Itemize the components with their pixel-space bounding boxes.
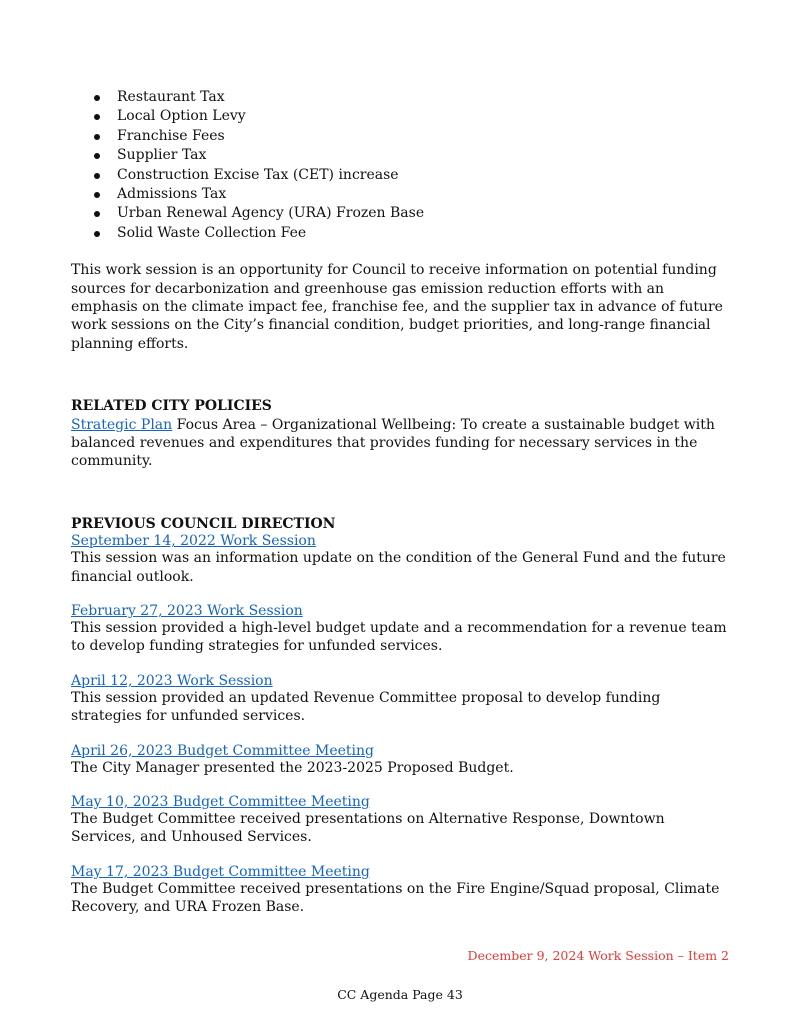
session-entry xyxy=(71,533,731,586)
session-link[interactable]: April 26, 2023 Budget Committee Meeting xyxy=(71,742,374,759)
list-item: Construction Excise Tax (CET) increase xyxy=(71,166,731,185)
list-item: Urban Renewal Agency (URA) Frozen Base xyxy=(71,204,731,223)
policies-text: Focus Area – Organizational Wellbeing: To create a sustainable budget with balanced revenues and expenditures that provides funding for necessary services in the community. xyxy=(71,416,715,470)
session-entry xyxy=(71,794,731,847)
previous-council-direction-section xyxy=(71,515,731,917)
session-description: This session provided an updated Revenue Committee proposal to develop funding strategies for unfunded services. xyxy=(71,689,661,725)
session-description: The City Manager presented the 2023-2025 Proposed Budget. xyxy=(71,759,514,776)
list-item: Local Option Levy xyxy=(71,107,731,126)
intro-paragraph: This work session is an opportunity for Council to receive information on potential funding sources for decarbonization and greenhouse gas emission reduction efforts with an emphasis on the climate impact fee, franchise fee, and the supplier tax in advance of future work sessions on the City’s financial condition, budget priorities, and long-range financial planning efforts. xyxy=(71,262,723,352)
session-link[interactable]: April 12, 2023 Work Session xyxy=(71,672,273,689)
session-entry xyxy=(71,603,731,656)
list-item: Supplier Tax xyxy=(71,146,731,165)
session-link[interactable]: February 27, 2023 Work Session xyxy=(71,603,303,619)
policies-paragraph xyxy=(71,416,731,471)
related-city-policies-section xyxy=(71,397,731,471)
list-item: Solid Waste Collection Fee xyxy=(71,224,731,243)
session-description: This session was an information update on the condition of the General Fund and the future financial outlook. xyxy=(71,550,726,585)
session-entry xyxy=(71,673,731,726)
list-item: Restaurant Tax xyxy=(71,88,731,107)
list-item: Franchise Fees xyxy=(71,127,731,146)
agenda-item-label: December 9, 2024 Work Session – Item 2 xyxy=(467,948,729,963)
session-link[interactable]: May 10, 2023 Budget Committee Meeting xyxy=(71,794,370,811)
list-item: Admissions Tax xyxy=(71,185,731,204)
session-link[interactable]: September 14, 2022 Work Session xyxy=(71,533,316,550)
session-description: This session provided a high-level budget update and a recommendation for a revenue team to develop funding strategies for unfunded services. xyxy=(71,620,727,655)
section-heading: RELATED CITY POLICIES xyxy=(71,398,272,415)
page-number: CC Agenda Page 43 xyxy=(337,987,463,1002)
strategic-plan-link[interactable]: Strategic Plan xyxy=(71,416,173,433)
session-entry xyxy=(71,864,731,917)
session-link[interactable]: May 17, 2023 Budget Committee Meeting xyxy=(71,863,370,880)
session-description: The Budget Committee received presentations on the Fire Engine/Squad proposal, Climate Recovery, and URA Frozen Base. xyxy=(71,880,720,916)
session-description: The Budget Committee received presentations on Alternative Response, Downtown Services, and Unhoused Services. xyxy=(71,811,665,846)
page-content xyxy=(71,88,731,917)
funding-sources-list xyxy=(71,88,731,243)
section-heading: PREVIOUS COUNCIL DIRECTION xyxy=(71,515,336,532)
session-entry xyxy=(71,743,731,777)
